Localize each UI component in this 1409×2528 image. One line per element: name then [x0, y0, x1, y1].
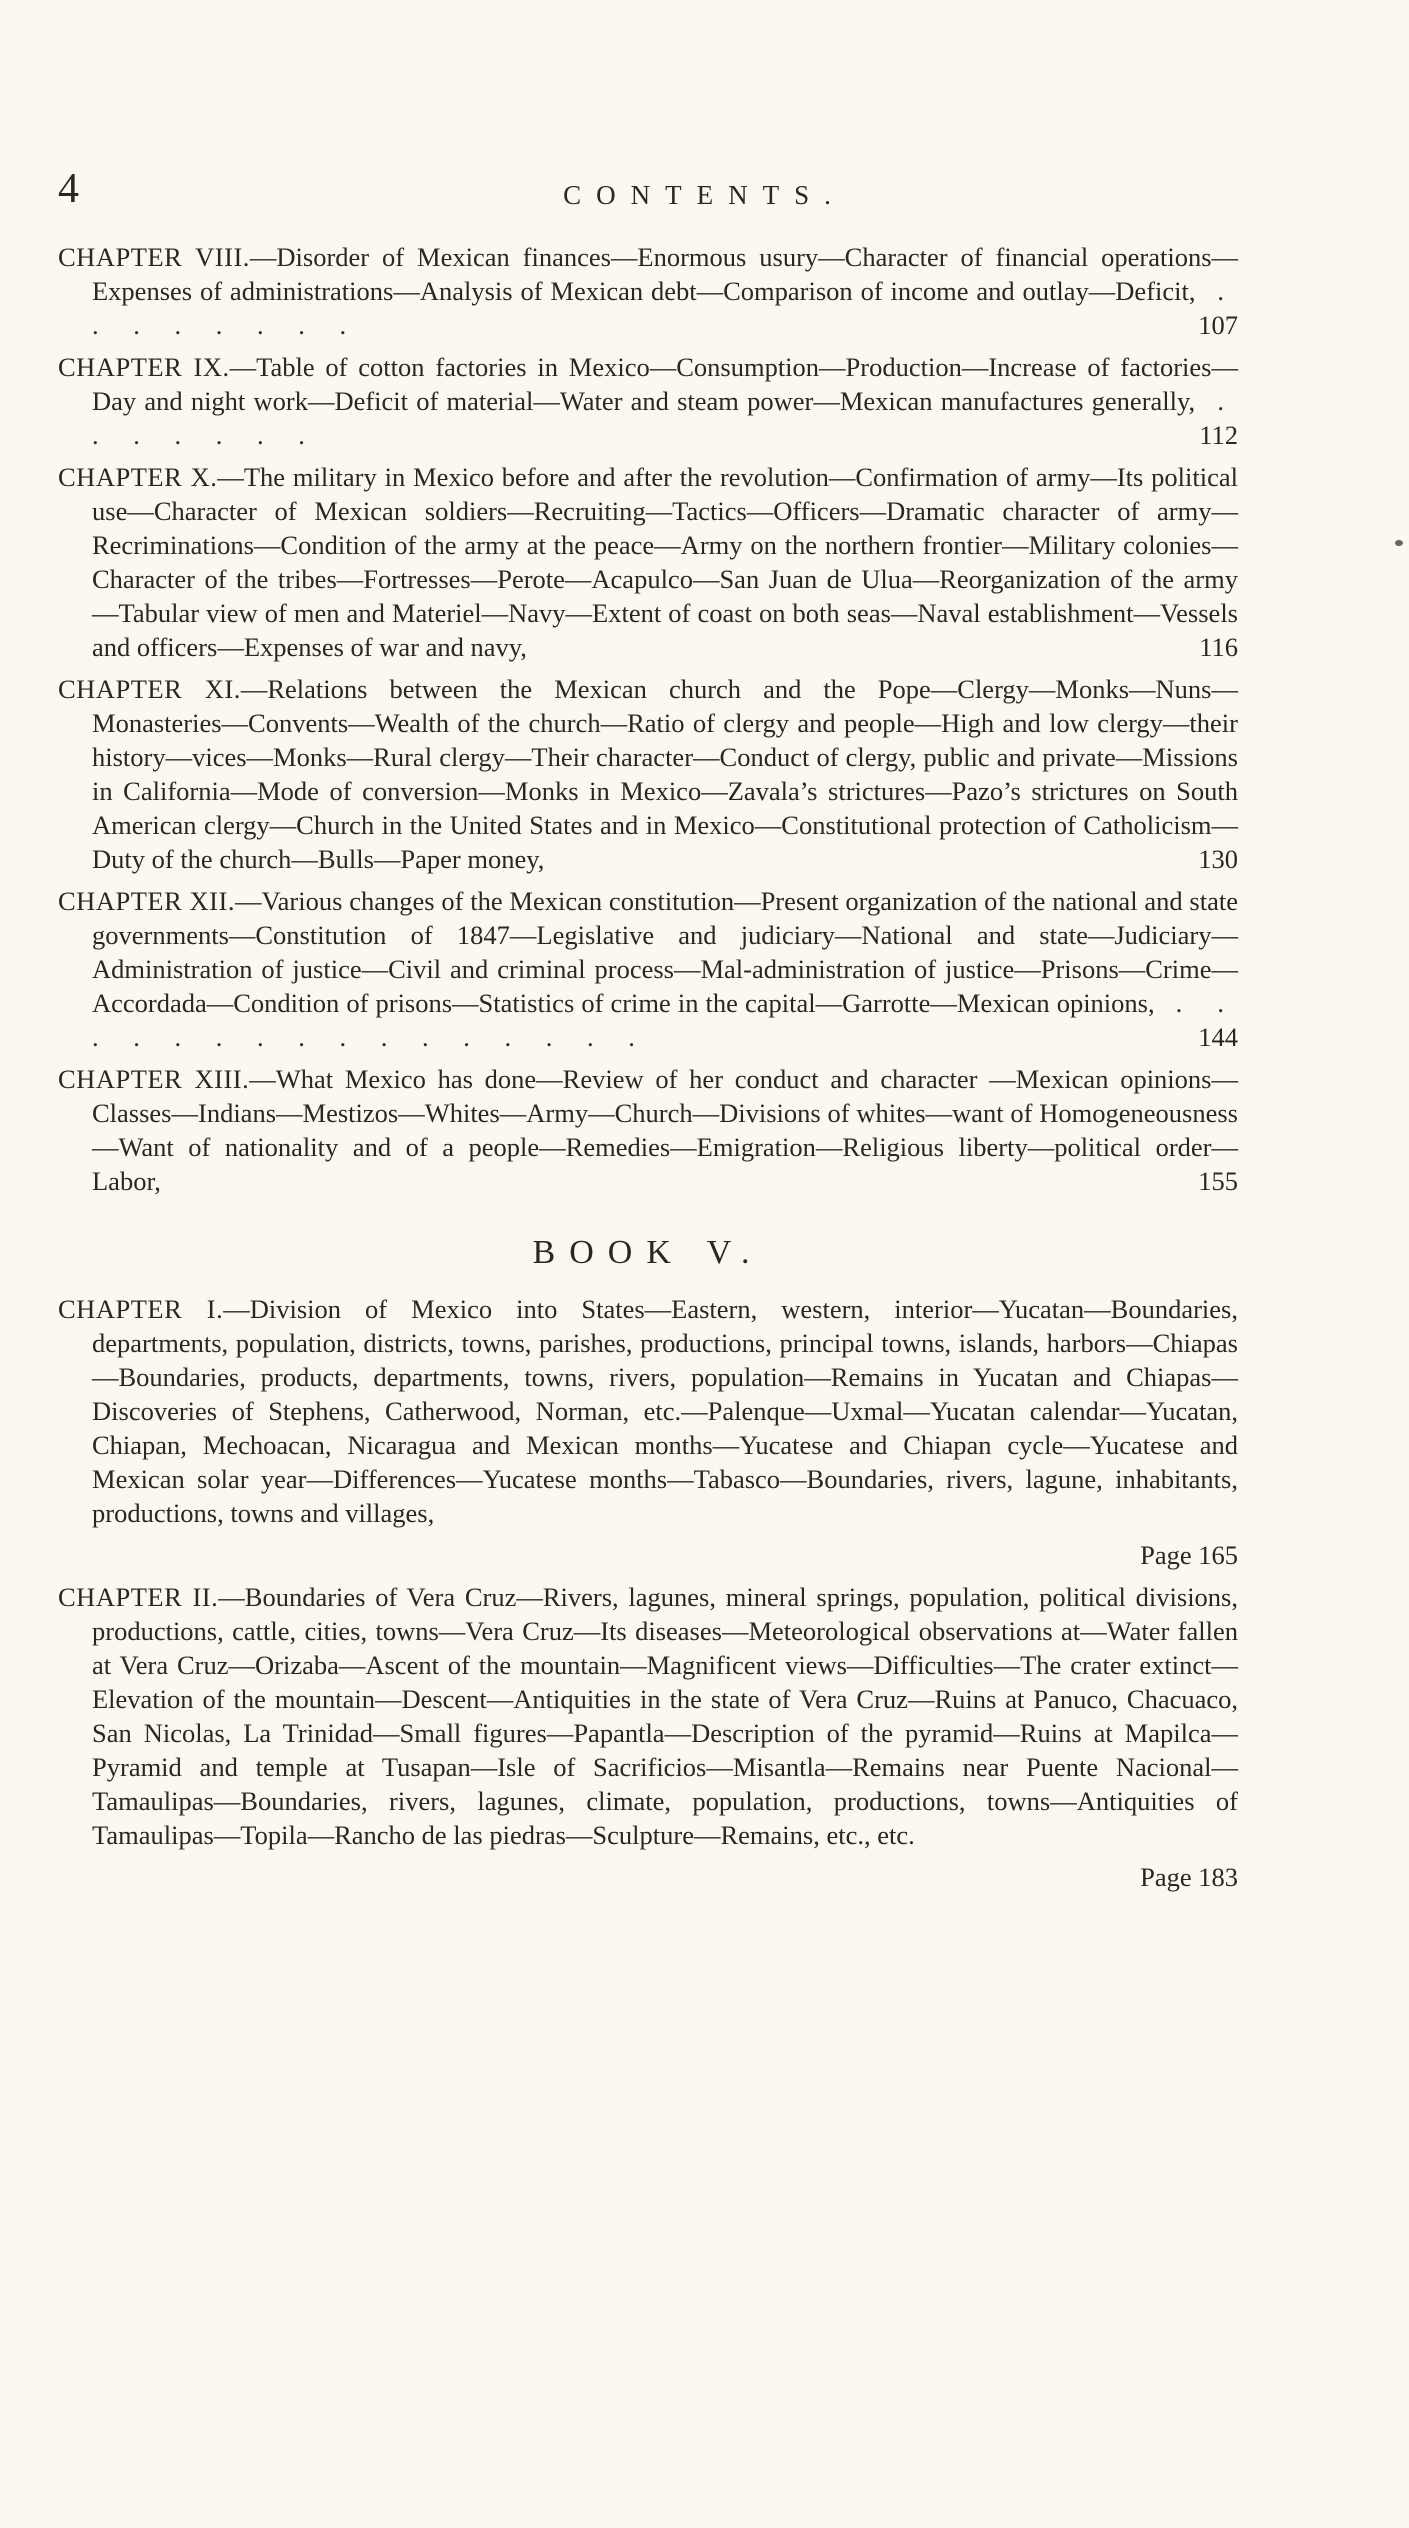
chapter-label: CHAPTER XIII. [58, 1064, 250, 1094]
contents-entry [58, 884, 1238, 1054]
chapter-summary: —Relations between the Mexican church and the Pope—Clergy—Monks—Nuns—Monasteries—Convents—Wealth of the church—Ratio of clergy and people—High and low clergy—their history—vices—Monks—Rural clergy—Their character—Conduct of clergy, public and private—Missions in California—Mode of conversion—Monks in Mexico—Zavala’s strictures—Pazo’s strictures on South American clergy—Church in the United States and in Mexico—Constitutional protection of Catholicism—Duty of the church—Bulls—Paper money, [92, 674, 1238, 874]
chapter-label: CHAPTER XI. [58, 674, 241, 704]
ink-speck [1395, 540, 1403, 546]
chapter-label: CHAPTER VIII. [58, 242, 250, 272]
chapter-label: CHAPTER X. [58, 462, 218, 492]
chapter-summary: —Disorder of Mexican finances—Enormous usury—Character of financial operations—Expenses of administrations—Analysis of Mexican debt—Comparison of income and outlay—Deficit, [92, 242, 1239, 306]
contents-list [58, 240, 1238, 1902]
chapter-summary: —The military in Mexico before and after the revolution—Confirmation of army—Its political use—Character of Mexican soldiers—Recruiting—Tactics—Officers—Dramatic character of army—Recriminations—Condition of the army at the peace—Army on the northern frontier—Military colonies—Character of the tribes—Fortresses—Perote—Acapulco—San Juan de Ulua—Reorganization of the army—Tabular view of men and Materiel—Navy—Extent of coast on both seas—Naval establishment—Vessels and officers—Expenses of war and navy, [92, 462, 1238, 662]
chapter-page: 130 [1198, 844, 1238, 874]
chapter-page: 112 [1199, 420, 1238, 450]
chapter-summary: —Table of cotton factories in Mexico—Consumption—Production—Increase of factories—Day and night work—Deficit of material—Water and steam power—Mexican manufactures generally, [92, 352, 1238, 416]
chapter-page: Page 183 [1140, 1862, 1238, 1892]
dot-leader: . . . . . . . [92, 386, 1238, 450]
chapter-page: 155 [1198, 1166, 1238, 1196]
dot-leader: . . . . . . . . . . . . . . . . [92, 988, 1239, 1052]
book-heading: BOOK V. [532, 1234, 764, 1271]
chapter-page: Page 165 [1140, 1540, 1238, 1570]
chapter-label: CHAPTER XII. [58, 886, 235, 916]
chapter-summary: —Division of Mexico into States—Eastern, western, interior—Yucatan—Boundaries, departments, population, districts, towns, parishes, productions, principal towns, islands, harbors—Chiapas—Boundaries, products, departments, towns, rivers, population—Remains in Yucatan and Chiapas—Discoveries of Stephens, Catherwood, Norman, etc.—Palenque—Uxmal—Yucatan calendar—Yucatan, Chiapan, Mechoacan, Nicaragua and Mexican months—Yucatese and Chiapan cycle—Yucatese and Mexican solar year—Differences—Yucatese months—Tabasco—Boundaries, rivers, lagune, inhabitants, productions, towns and villages, [92, 1294, 1238, 1528]
running-title: CONTENTS. [563, 180, 846, 210]
chapter-label: CHAPTER II. [58, 1582, 219, 1612]
contents-entry [58, 460, 1238, 664]
chapter-summary: —What Mexico has done—Review of her conduct and character —Mexican opinions—Classes—Indians—Mestizos—Whites—Army—Church—Divisions of whites—want of Homogeneousness—Want of nationality and of a people—Remedies—Emigration—Religious liberty—political order—Labor, [92, 1064, 1238, 1196]
chapter-page: 116 [1199, 632, 1238, 662]
chapter-page: 144 [1198, 1022, 1238, 1052]
contents-entry [58, 1292, 1238, 1530]
chapter-page: 107 [1198, 310, 1238, 340]
contents-entry [58, 1580, 1238, 1852]
contents-entry [58, 350, 1238, 452]
chapter-label: CHAPTER IX. [58, 352, 230, 382]
page-number: 4 [58, 166, 79, 212]
contents-entry [58, 1062, 1238, 1198]
contents-entry [58, 240, 1238, 342]
chapter-summary: —Various changes of the Mexican constitution—Present organization of the national and state governments—Constitution of 1847—Legislative and judiciary—National and state—Judiciary—Administration of justice—Civil and criminal process—Mal-administration of justice—Prisons—Crime—Accordada—Condition of prisons—Statistics of crime in the capital—Garrotte—Mexican opinions, [92, 886, 1238, 1018]
chapter-summary: —Boundaries of Vera Cruz—Rivers, lagunes, mineral springs, population, political divisions, productions, cattle, cities, towns—Vera Cruz—Its diseases—Meteorological observations at—Water fallen at Vera Cruz—Orizaba—Ascent of the mountain—Magnificent views—Difficulties—The crater extinct—Elevation of the mountain—Descent—Antiquities in the state of Vera Cruz—Ruins at Panuco, Chacuaco, San Nicolas, La Trinidad—Small figures—Papantla—Description of the pyramid—Ruins at Mapilca—Pyramid and temple at Tusapan—Isle of Sacrificios—Misantla—Remains near Puente Nacional—Tamaulipas—Boundaries, rivers, lagunes, climate, population, productions, towns—Antiquities of Tamaulipas—Topila—Rancho de las piedras—Sculpture—Remains, etc., etc. [92, 1582, 1238, 1850]
contents-entry [58, 672, 1238, 876]
chapter-label: CHAPTER I. [58, 1294, 224, 1324]
dot-leader: . . . . . . . . [92, 276, 1239, 340]
